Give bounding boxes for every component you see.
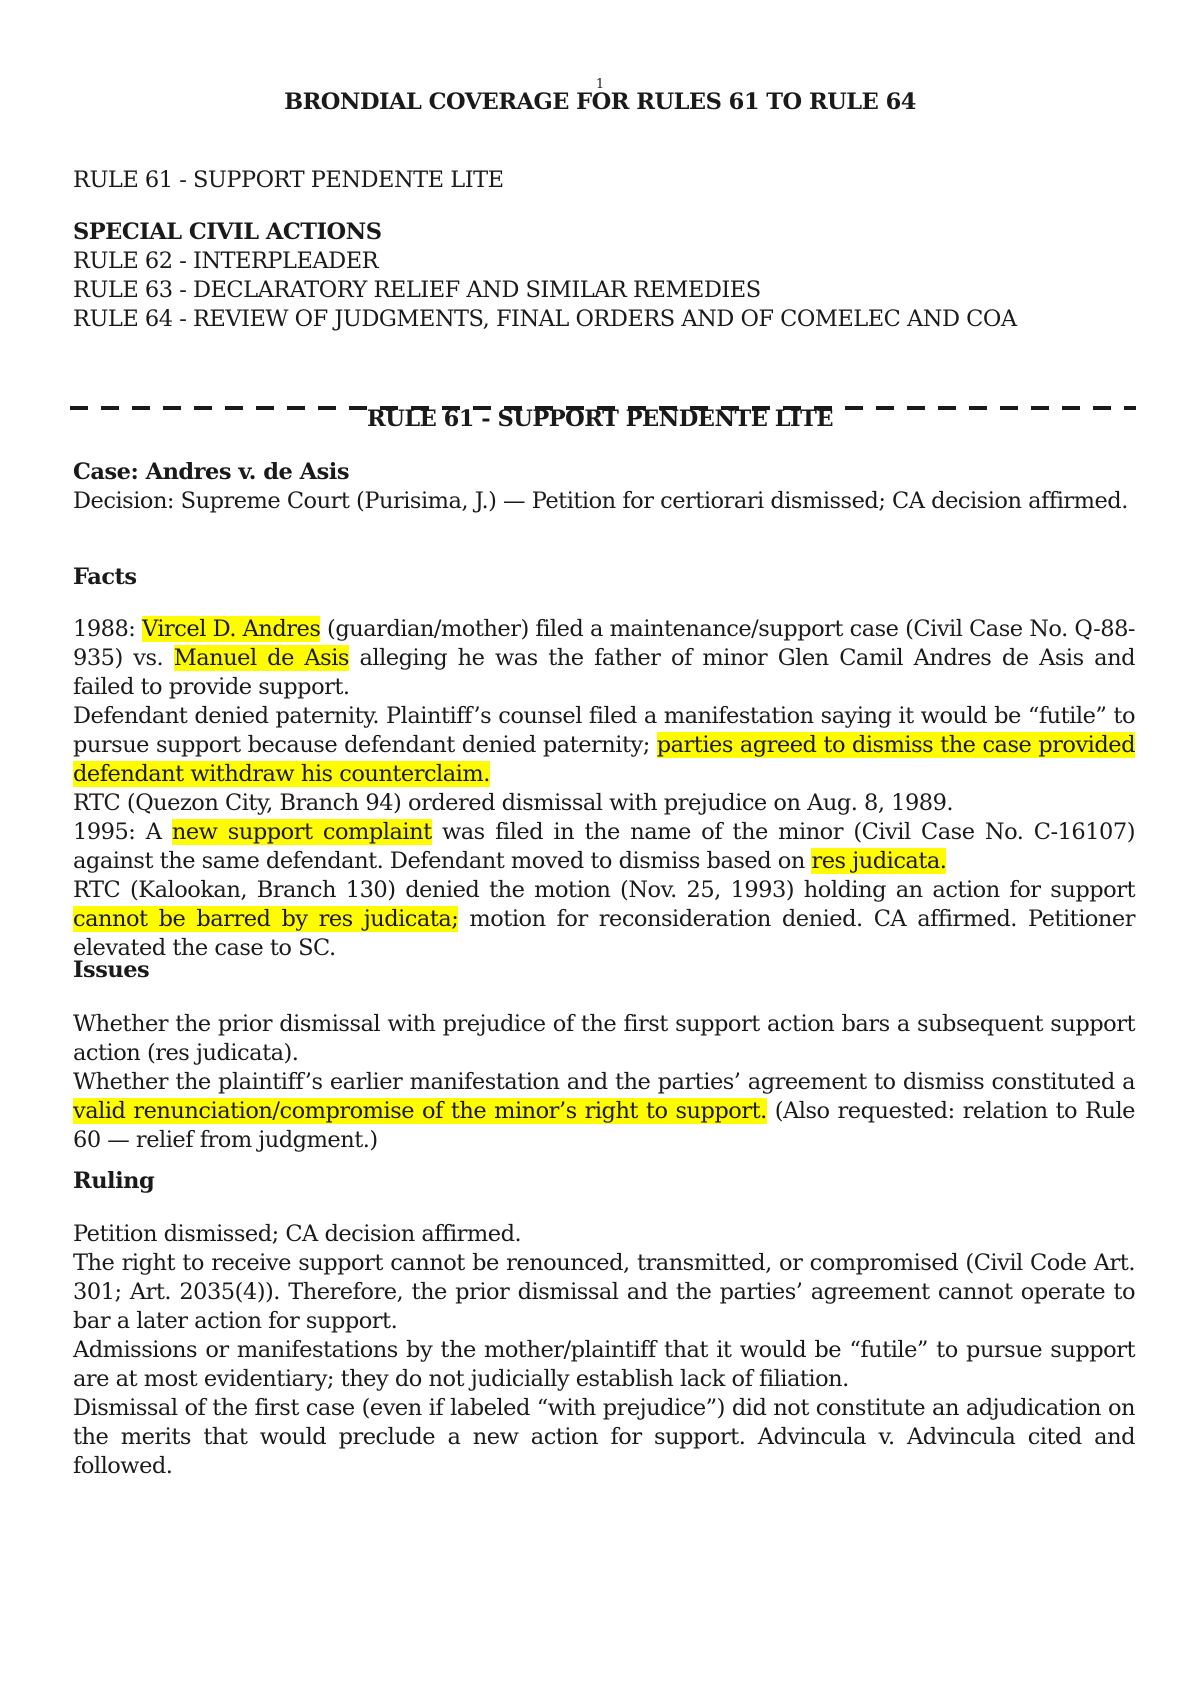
issues-paragraph: Whether the prior dismissal with prejudice of the first support action bars a subsequent support action (res judicata).: [73, 1011, 1135, 1066]
facts-p1-text-c: alleging he was the father of minor Glen Camil Andres de Asis and failed to provide support.: [73, 645, 1135, 700]
highlight-not-barred: cannot be barred by res judicata;: [73, 906, 459, 932]
facts-paragraph: [73, 702, 1135, 789]
highlight-new-complaint: new support complaint: [171, 819, 432, 845]
facts-p4-text-b: was filed in the name of the minor (Civil Case No. C-16107) against the same defendant. Defendant moved to dismiss based on: [73, 819, 1135, 874]
toc-special-civil-actions: [73, 218, 1135, 334]
facts-p5-text-b: motion for reconsideration denied. CA affirmed. Petitioner elevated the case to SC.: [73, 906, 1135, 961]
facts-paragraph: [73, 615, 1135, 702]
highlight-defendant-name: Manuel de Asis: [173, 645, 349, 671]
issues-p2-text-a: Whether the plaintiff’s earlier manifestation and the parties’ agreement to dismiss constituted a: [73, 1069, 1135, 1095]
facts-paragraph: RTC (Quezon City, Branch 94) ordered dismissal with prejudice on Aug. 8, 1989.: [73, 790, 954, 816]
case-decision: Decision: Supreme Court (Purisima, J.) — Petition for certiorari dismissed; CA decision affirmed.: [73, 488, 1128, 514]
document-title: BRONDIAL COVERAGE FOR RULES 61 TO RULE 64: [284, 89, 916, 115]
ruling-paragraph: Admissions or manifestations by the mother/plaintiff that it would be “futile” to pursue support are at most evidentiary; they do not judicially establish lack of filiation.: [73, 1337, 1135, 1392]
toc-special-heading: SPECIAL CIVIL ACTIONS: [73, 219, 382, 245]
page-number: 1: [595, 77, 605, 92]
facts-paragraph: [73, 818, 1135, 876]
toc-rule-63: RULE 63 - DECLARATORY RELIEF AND SIMILAR REMEDIES: [73, 277, 761, 303]
highlight-plaintiff-name: Vircel D. Andres: [142, 616, 321, 642]
facts-p2-text-a: Defendant denied paternity. Plaintiff’s counsel filed a manifestation saying it would be “futile” to pursue support because defendant denied paternity;: [73, 703, 1135, 758]
highlight-renunciation: valid renunciation/compromise of the minor’s right to support.: [73, 1098, 767, 1124]
toc-rule-64: RULE 64 - REVIEW OF JUDGMENTS, FINAL ORDERS AND OF COMELEC AND COA: [73, 306, 1017, 332]
case-header: [73, 458, 1135, 516]
toc-list: [73, 166, 1135, 195]
issues-heading: Issues: [73, 957, 150, 983]
facts-p1-text-a: 1988:: [73, 616, 142, 642]
toc-rule-62: RULE 62 - INTERPLEADER: [73, 248, 379, 274]
ruling-paragraph: Petition dismissed; CA decision affirmed.: [73, 1221, 522, 1247]
section-title: RULE 61 - SUPPORT PENDENTE LITE: [367, 406, 833, 432]
issues-paragraph: [73, 1068, 1135, 1155]
toc-rule-61: RULE 61 - SUPPORT PENDENTE LITE: [73, 167, 504, 193]
facts-p1-text-b: (guardian/mother) filed a maintenance/support case (Civil Case No. Q-88-935) vs.: [73, 616, 1135, 671]
issues-body: [73, 1010, 1135, 1155]
facts-paragraph: [73, 876, 1135, 963]
ruling-body: [73, 1220, 1135, 1481]
highlight-dismissal-agreement: parties agreed to dismiss the case provided defendant withdraw his counterclaim.: [73, 732, 1136, 787]
facts-p4-text-a: 1995: A: [73, 819, 172, 845]
facts-heading: Facts: [73, 564, 137, 590]
case-title: Case: Andres v. de Asis: [73, 459, 350, 485]
issues-p2-text-b: (Also requested: relation to Rule 60 — relief from judgment.): [73, 1098, 1135, 1153]
facts-p5-text-a: RTC (Kalookan, Branch 130) denied the motion (Nov. 25, 1993) holding an action for support: [73, 877, 1135, 903]
ruling-paragraph: The right to receive support cannot be renounced, transmitted, or compromised (Civil Code Art. 301; Art. 2035(4)). Therefore, the prior dismissal and the parties’ agreement cannot operate to bar a later action for support.: [73, 1250, 1135, 1334]
highlight-res-judicata: res judicata.: [811, 848, 947, 874]
ruling-heading: Ruling: [73, 1168, 155, 1194]
ruling-paragraph: Dismissal of the first case (even if labeled “with prejudice”) did not constitute an adjudication on the merits that would preclude a new action for support. Advincula v. Advincula cited and followed.: [73, 1395, 1135, 1479]
facts-body: [73, 615, 1135, 963]
